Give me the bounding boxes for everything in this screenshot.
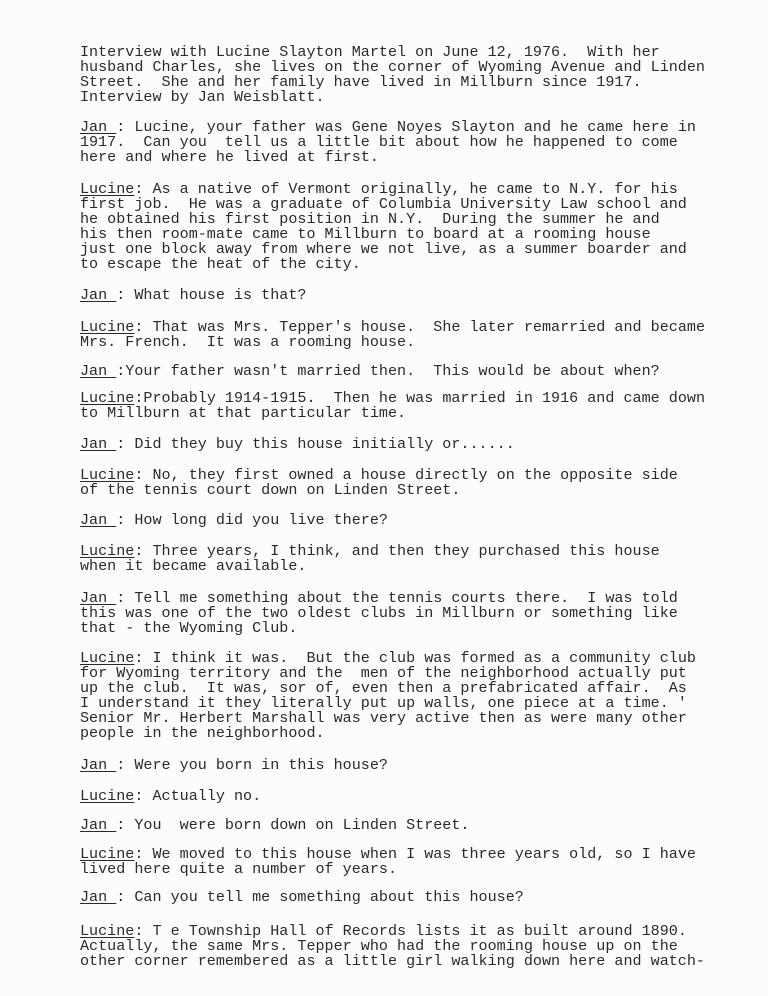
text-line	[80, 483, 678, 498]
speaker-label: Jan	[80, 756, 117, 774]
dialogue-paragraph	[80, 651, 696, 741]
line-text: he obtained his first position in N.Y. During the summer he and	[80, 210, 660, 228]
speaker-label: Jan	[80, 362, 117, 380]
text-line	[80, 288, 306, 303]
text-line	[80, 90, 705, 105]
line-text: that - the Wyoming Club.	[80, 619, 298, 637]
line-text: his then room-mate came to Millburn to board at a rooming house	[80, 225, 651, 243]
dialogue-paragraph	[80, 890, 524, 905]
line-text: : You were born down on Linden Street.	[116, 816, 470, 834]
line-text: Interview with Lucine Slayton Martel on June 12, 1976. With her	[80, 43, 660, 61]
text-line	[80, 406, 705, 421]
dialogue-paragraph	[80, 288, 306, 303]
speaker-label: Lucine	[80, 845, 135, 863]
speaker-label: Lucine	[80, 389, 135, 407]
dialogue-paragraph	[80, 391, 705, 421]
dialogue-paragraph	[80, 120, 696, 165]
text-line	[80, 257, 687, 272]
speaker-label: Jan	[80, 888, 117, 906]
text-line	[80, 954, 705, 969]
speaker-label: Jan	[80, 118, 117, 136]
line-text: : No, they first owned a house directly on the opposite side	[134, 466, 678, 484]
line-text: : Were you born in this house?	[116, 756, 388, 774]
line-text: Actually, the same Mrs. Tepper who had the rooming house up on the	[80, 937, 678, 955]
dialogue-paragraph	[80, 544, 660, 574]
speaker-label: Lucine	[80, 542, 135, 560]
text-line	[80, 621, 678, 636]
line-text: first job. He was a graduate of Columbia University Law school and	[80, 195, 687, 213]
interview-header-paragraph	[80, 45, 705, 105]
line-text: : T e Township Hall of Records lists it as built around 1890.	[134, 922, 687, 940]
line-text: other corner remembered as a little girl walking down here and watch-	[80, 952, 705, 970]
line-text: : Can you tell me something about this house?	[116, 888, 524, 906]
line-text: just one block away from where we not live, as a summer boarder and	[80, 240, 687, 258]
speaker-label: Lucine	[80, 922, 135, 940]
line-text: : What house is that?	[116, 286, 307, 304]
text-line	[80, 437, 515, 452]
dialogue-paragraph	[80, 364, 660, 379]
speaker-label: Jan	[80, 589, 117, 607]
text-line	[80, 150, 696, 165]
text-line	[80, 890, 524, 905]
line-text: here and where he lived at first.	[80, 148, 379, 166]
line-text: : How long did you live there?	[116, 511, 388, 529]
dialogue-paragraph	[80, 182, 687, 272]
line-text: of the tennis court down on Linden Street.	[80, 481, 461, 499]
text-line	[80, 726, 696, 741]
line-text: lived here quite a number of years.	[80, 860, 398, 878]
line-text: : Three years, I think, and then they purchased this house	[134, 542, 660, 560]
line-text: Mrs. French. It was a rooming house.	[80, 333, 416, 351]
text-line	[80, 364, 660, 379]
line-text: : We moved to this house when I was three years old, so I have	[134, 845, 696, 863]
line-text: : Lucine, your father was Gene Noyes Slayton and he came here in	[116, 118, 696, 136]
line-text: :Probably 1914-1915. Then he was married in 1916 and came down	[134, 389, 705, 407]
line-text: Interview by Jan Weisblatt.	[80, 88, 325, 106]
line-text: : Actually no.	[134, 787, 262, 805]
speaker-label: Lucine	[80, 318, 135, 336]
speaker-label: Jan	[80, 435, 117, 453]
line-text: Senior Mr. Herbert Marshall was very active then as were many other	[80, 709, 687, 727]
dialogue-paragraph	[80, 513, 388, 528]
line-text: 1917. Can you tell us a little bit about how he happened to come	[80, 133, 678, 151]
line-text: when it became available.	[80, 557, 307, 575]
line-text: husband Charles, she lives on the corner of Wyoming Avenue and Linden	[80, 58, 705, 76]
line-text: this was one of the two oldest clubs in Millburn or something like	[80, 604, 678, 622]
line-text: people in the neighborhood.	[80, 724, 325, 742]
dialogue-paragraph	[80, 468, 678, 498]
line-text: up the club. It was, sor of, even then a prefabricated affair. As	[80, 679, 687, 697]
dialogue-paragraph	[80, 818, 470, 833]
line-text: I understand it they literally put up walls, one piece at a time. '	[80, 694, 687, 712]
line-text: : That was Mrs. Tepper's house. She later remarried and became	[134, 318, 705, 336]
speaker-label: Lucine	[80, 466, 135, 484]
speaker-label: Jan	[80, 816, 117, 834]
speaker-label: Jan	[80, 286, 117, 304]
dialogue-paragraph	[80, 320, 705, 350]
speaker-label: Lucine	[80, 787, 135, 805]
speaker-label: Lucine	[80, 180, 135, 198]
line-text: :Your father wasn't married then. This would be about when?	[116, 362, 660, 380]
line-text: to Millburn at that particular time.	[80, 404, 407, 422]
dialogue-paragraph	[80, 758, 388, 773]
dialogue-paragraph	[80, 924, 705, 969]
line-text: for Wyoming territory and the men of the neighborhood actually put	[80, 664, 687, 682]
dialogue-paragraph	[80, 789, 261, 804]
dialogue-paragraph	[80, 437, 515, 452]
text-line	[80, 758, 388, 773]
line-text: : Tell me something about the tennis courts there. I was told	[116, 589, 678, 607]
text-line	[80, 513, 388, 528]
line-text: : I think it was. But the club was formed as a community club	[134, 649, 696, 667]
text-line	[80, 559, 660, 574]
speaker-label: Lucine	[80, 649, 135, 667]
line-text: : As a native of Vermont originally, he came to N.Y. for his	[134, 180, 678, 198]
line-text: Street. She and her family have lived in Millburn since 1917.	[80, 73, 642, 91]
line-text: : Did they buy this house initially or......	[116, 435, 515, 453]
text-line	[80, 862, 696, 877]
text-line	[80, 789, 261, 804]
dialogue-paragraph	[80, 591, 678, 636]
text-line	[80, 335, 705, 350]
dialogue-paragraph	[80, 847, 696, 877]
speaker-label: Jan	[80, 511, 117, 529]
text-line	[80, 818, 470, 833]
line-text: to escape the heat of the city.	[80, 255, 361, 273]
